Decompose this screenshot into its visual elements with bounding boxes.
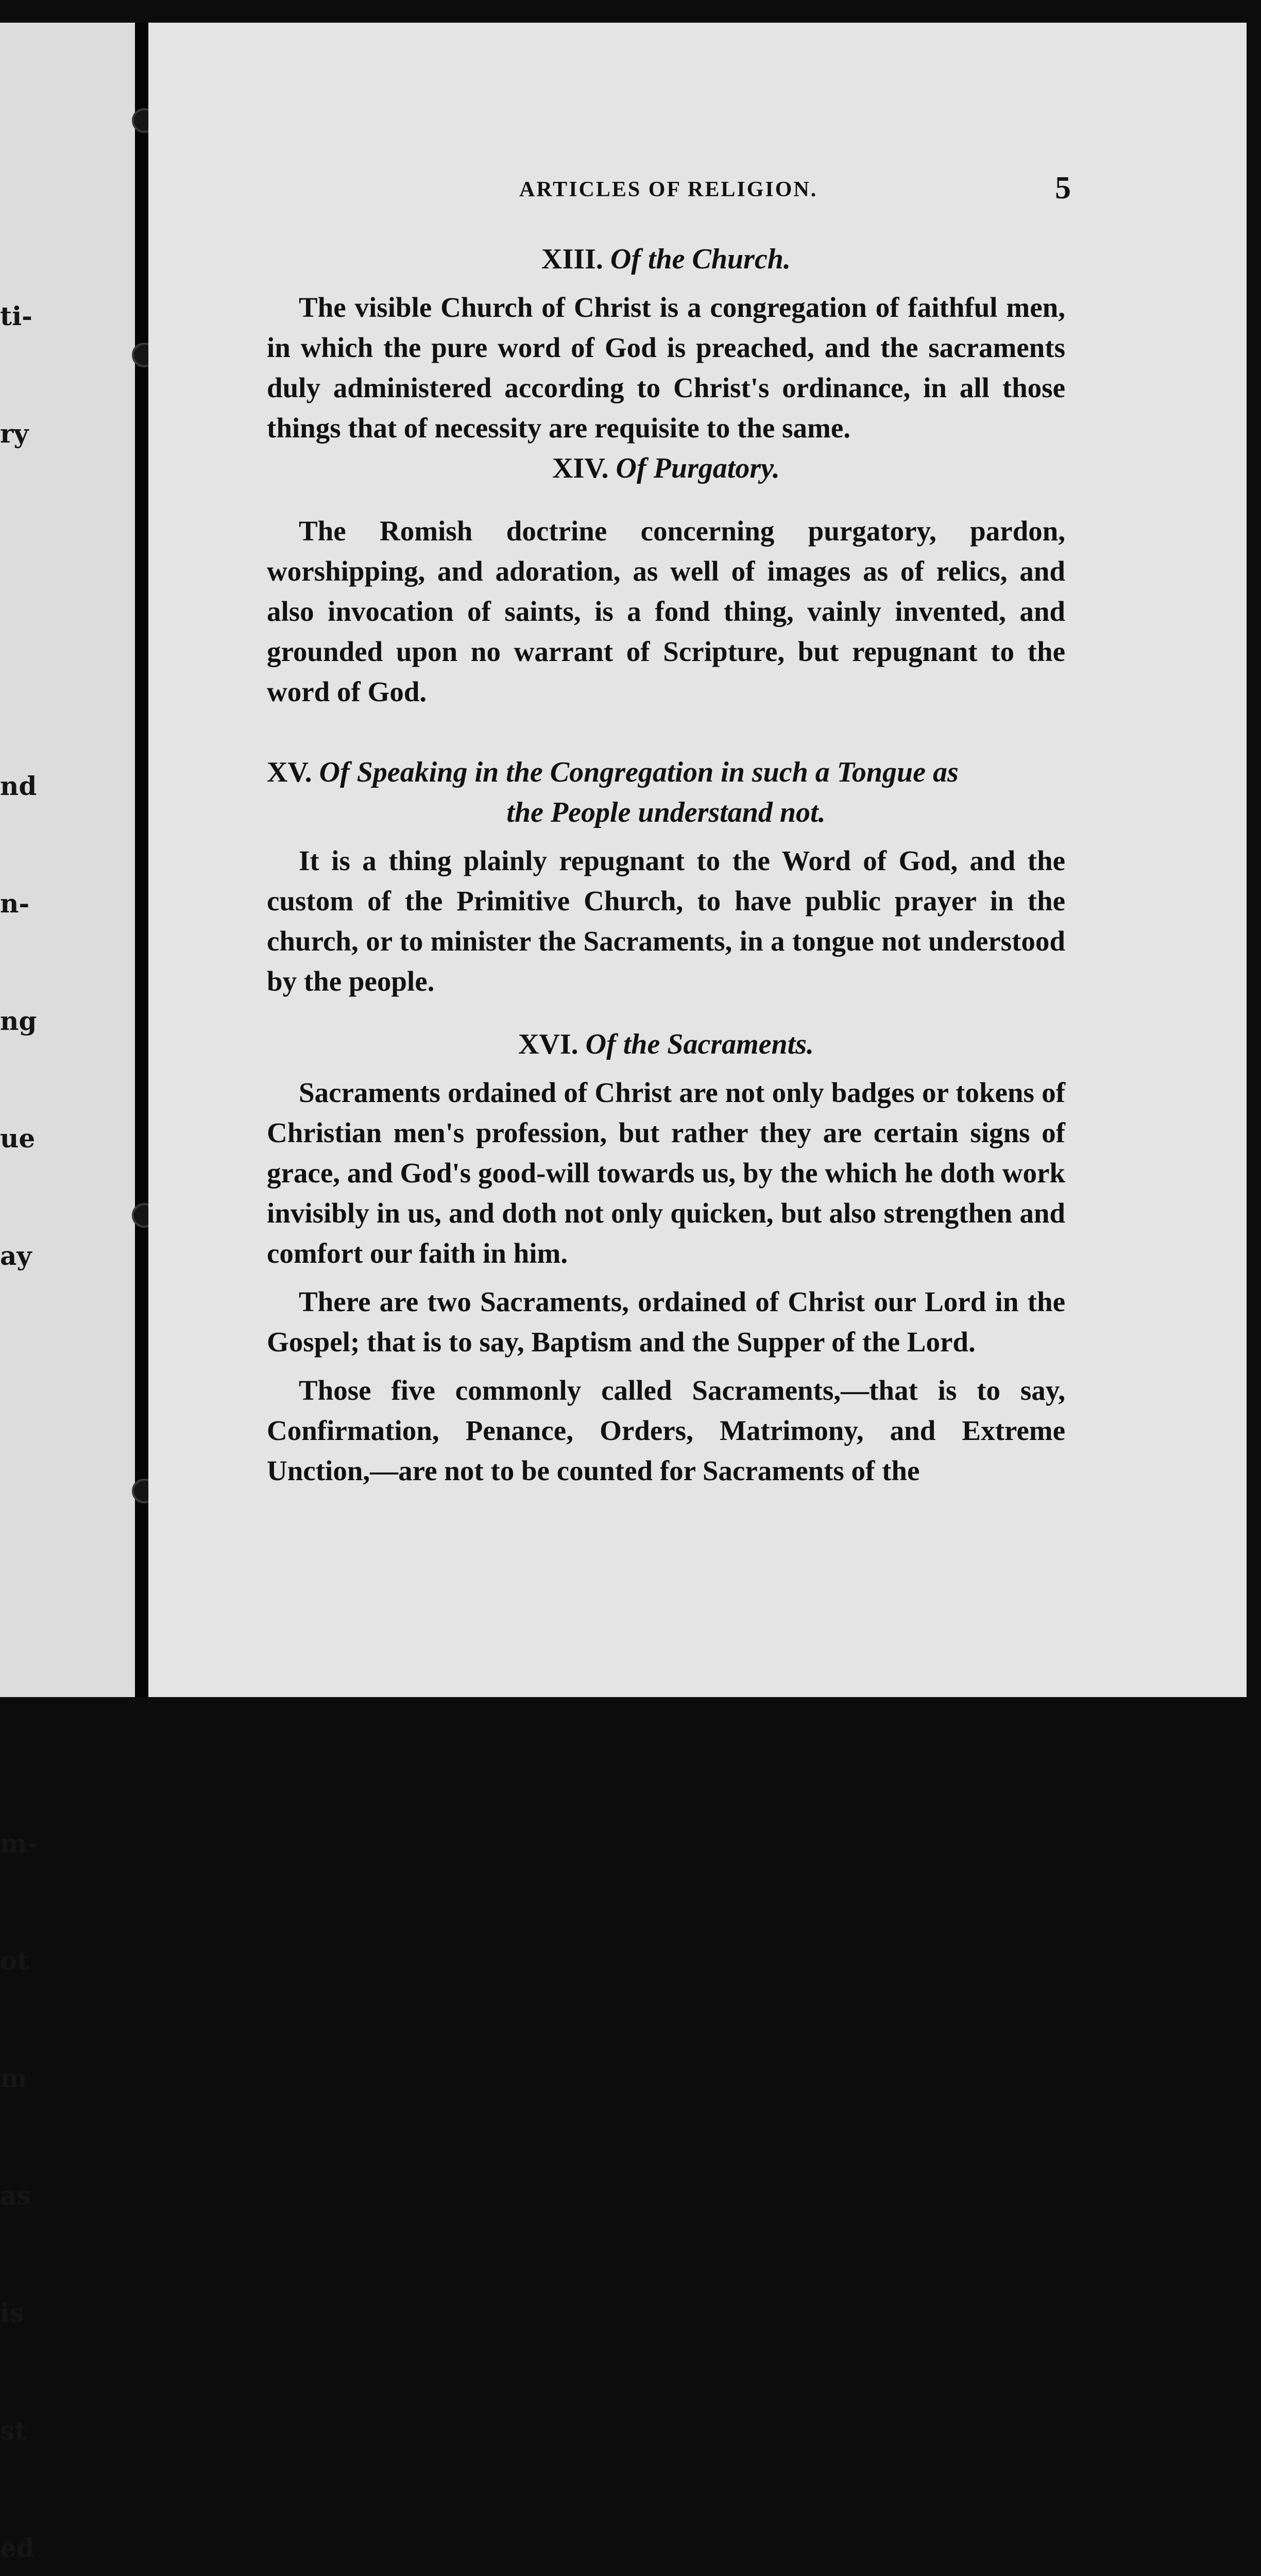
- fragment-line: ng: [0, 1006, 37, 1036]
- fragment-line: [0, 649, 135, 688]
- article-number: XV.: [267, 756, 312, 788]
- fragment-line: as: [0, 2180, 31, 2211]
- fragment-line: nd: [0, 771, 37, 801]
- article-title: Of the Church.: [610, 243, 791, 275]
- article-title: Of the Sacraments.: [585, 1028, 814, 1060]
- fragment-line: ed: [0, 2533, 35, 2563]
- article-heading: [267, 448, 1065, 488]
- article-number: XVI.: [518, 1028, 578, 1060]
- fragment-line: ay: [0, 1241, 32, 1271]
- fragment-line: ti-: [0, 301, 32, 331]
- fragment-line: n-: [0, 888, 30, 919]
- fragment-line: ue: [0, 1123, 36, 1154]
- article-paragraph: Sacraments ordained of Christ are not only badges or tokens of Christian men's profession, but rather they are certain signs of grace, and God's good-will towards us, by the which he doth work invisibly in us, and doth not only quicken, but also strengthen and comfort our faith in him.: [267, 1077, 1065, 1269]
- book-page: [148, 23, 1247, 1697]
- article-paragraph: The Romish doctrine concerning purgatory, pardon, worshipping, and adoration, as well of images as of relics, and also invocation of saints, is a fond thing, vainly invented, and grounded upon no warrant of Scripture, but repugnant to the word of God.: [267, 515, 1065, 707]
- fragment-line: m: [0, 2063, 27, 2093]
- article-title: Of Purgatory.: [616, 452, 780, 484]
- article-number: XIV.: [552, 452, 609, 484]
- article-heading: [267, 239, 1065, 279]
- article-paragraph: Those five commonly called Sacraments,—that is to say, Confirmation, Penance, Orders, Matrimony, and Extreme Unction,—are not to be counted for Sacraments of the: [267, 1375, 1065, 1486]
- fragment-line: ot: [0, 1945, 29, 1976]
- book-binding-gutter: [135, 23, 148, 1697]
- article-title: Of Speaking in the Congregation in such a Tongue as: [319, 756, 959, 788]
- article-paragraph: There are two Sacraments, ordained of Christ our Lord in the Gospel; that is to say, Baptism and the Supper of the Lord.: [267, 1286, 1065, 1358]
- article-heading: [267, 1024, 1065, 1064]
- article-number: XIII.: [541, 243, 603, 275]
- article-heading: [267, 752, 1065, 833]
- fragment-line: [0, 1589, 135, 1628]
- previous-page-edge: [0, 23, 135, 2563]
- fragment-line: m-: [0, 1828, 38, 1858]
- fragment-line: ry: [0, 418, 29, 449]
- running-title: ARTICLES OF RELIGION.: [519, 178, 818, 201]
- fragment-line: [0, 1471, 135, 1511]
- fragment-line: is: [0, 2298, 25, 2328]
- page-number: 5: [1055, 171, 1071, 206]
- running-head: [148, 171, 1247, 213]
- article-paragraph: It is a thing plainly repugnant to the Word of God, and the custom of the Primitive Church, to have public prayer in the church, or to minister the Sacraments, in a tongue not understood by the people.: [267, 845, 1065, 997]
- page-body: [267, 239, 1065, 1491]
- previous-page-text-fragments: [0, 218, 135, 2576]
- fragment-line: [0, 1706, 135, 1745]
- fragment-line: [0, 1354, 135, 1393]
- article-title-continuation: the People understand not.: [506, 796, 826, 828]
- article-paragraph: The visible Church of Christ is a congregation of faithful men, in which the pure word of God is preached, and the sacraments duly administered according to Christ's ordinance, in all those things that of necessity are requisite to the same.: [267, 292, 1065, 444]
- fragment-line: st: [0, 2415, 27, 2446]
- fragment-line: [0, 532, 135, 571]
